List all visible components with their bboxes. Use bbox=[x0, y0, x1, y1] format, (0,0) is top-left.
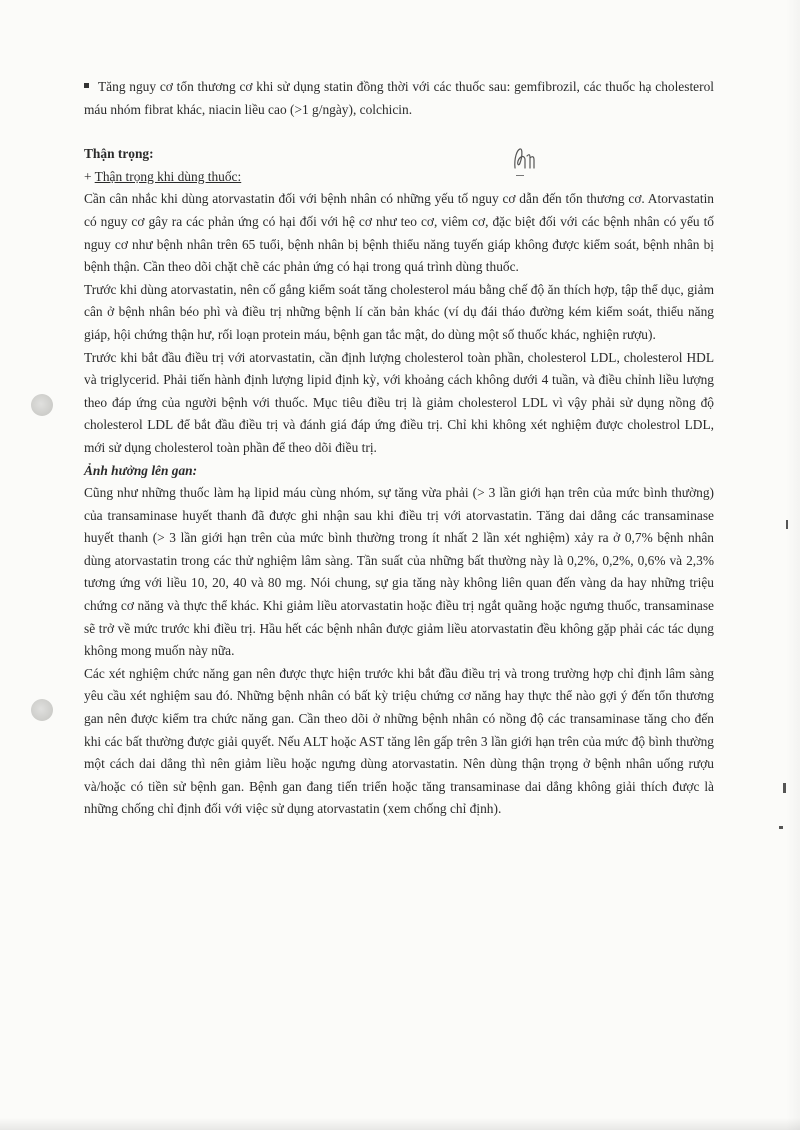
subheading bbox=[84, 166, 714, 189]
punch-hole bbox=[31, 699, 53, 721]
subheading-prefix: + bbox=[84, 168, 95, 184]
subheading-text: Thận trọng khi dùng thuốc: bbox=[94, 168, 242, 184]
paragraph: Trước khi dùng atorvastatin, nên cố gắng kiểm soát tăng cholesterol máu bằng chế độ ăn thích hợp, tập thể dục, giảm cân ở bệnh nhân béo phì và điều trị những bệnh lí căn bản khác (ví dụ đái tháo đường kém kiểm soát, thiểu năng giáp, hội chứng thận hư, rối loạn protein máu, bệnh gan tắc mật, do dùng một số thuốc khác, nghiện rượu). bbox=[84, 281, 714, 342]
paragraph: Trước khi bắt đầu điều trị với atorvastatin, cần định lượng cholesterol toàn phần, cholesterol LDL, cholesterol HDL và triglycerid. Phải tiến hành định lượng lipid định kỳ, với khoảng cách không dưới 4 tuần, và điều chỉnh liều lượng theo đáp ứng của người bệnh với thuốc. Mục tiêu điều trị là giảm cholesterol LDL vì vậy phải sử dụng nồng độ cholesterol LDL để bắt đầu điều trị và đánh giá đáp ứng điều trị. Chỉ khi không xét nghiệm được cholestrol LDL, mới sử dụng cholesterol toàn phần để theo dõi điều trị. bbox=[84, 349, 714, 455]
page-edge-shadow bbox=[0, 1118, 800, 1130]
punch-hole bbox=[31, 394, 53, 416]
bullet-text: Tăng nguy cơ tổn thương cơ khi sử dụng statin đồng thời với các thuốc sau: gemfibrozil, các thuốc hạ cholesterol máu nhóm fibrat khác, niacin liều cao (>1 g/ngày), colchicin. bbox=[84, 79, 714, 117]
scan-artifact bbox=[783, 783, 786, 793]
section-title: Thận trọng: bbox=[84, 146, 154, 162]
page-edge-shadow bbox=[786, 0, 800, 1130]
scan-artifact bbox=[779, 826, 783, 829]
paragraph: Cũng như những thuốc làm hạ lipid máu cùng nhóm, sự tăng vừa phải (> 3 lần giới hạn trên của mức bình thường) của transaminase huyết thanh đã được ghi nhận sau khi điều trị với atorvastatin. Tăng dai dẳng các transaminase huyết thanh (> 3 lần giới hạn trên của mức bình thường trong ít nhất 2 lần xét nghiệm) xảy ra ở 0,7% bệnh nhân dùng atorvastatin trong các thử nghiệm lâm sàng. Tần suất của những bất thường này là 0,2%, 0,2%, 0,6% và 2,3% tương ứng với liều 10, 20, 40 và 80 mg. Nói chung, sự gia tăng này không liên quan đến vàng da hay những triệu chứng cơ năng và thực thể khác. Khi giảm liều atorvastatin hoặc điều trị ngắt quãng hoặc ngưng thuốc, transaminase sẽ trở về mức trước khi điều trị. Hầu hết các bệnh nhân được giảm liều atorvastatin đều không gặp phải các tác dụng không mong muốn này nữa. bbox=[84, 485, 714, 659]
scan-artifact bbox=[786, 520, 788, 529]
paragraph: Cần cân nhắc khi dùng atorvastatin đối với bệnh nhân có những yếu tố nguy cơ dẫn đến tổn thương cơ. Atorvastatin có nguy cơ gây ra các phản ứng có hại đối với hệ cơ như teo cơ, viêm cơ, đặc biệt đối với các bệnh nhân có yếu tố nguy cơ như bệnh nhân trên 65 tuổi, bệnh nhân bị bệnh thiểu năng tuyến giáp không được kiểm soát, bệnh nhân bị bệnh thận. Cần theo dõi chặt chẽ các phản ứng có hại trong quá trình dùng thuốc. bbox=[84, 191, 714, 275]
bullet-icon bbox=[84, 83, 89, 88]
liver-section-title: Ảnh hưởng lên gan: bbox=[84, 462, 198, 478]
paragraph: Các xét nghiệm chức năng gan nên được thực hiện trước khi bắt đầu điều trị và trong trường hợp chỉ định lâm sàng yêu cầu xét nghiệm sau đó. Những bệnh nhân có bất kỳ triệu chứng cơ năng hay thực thể nào gợi ý đến tổn thương gan nên được kiểm tra chức năng gan. Cần theo dõi ở những bệnh nhân có nồng độ các transaminase tăng cho đến khi các bất thường được giải quyết. Nếu ALT hoặc AST tăng lên gấp trên 3 lần giới hạn trên của mức độ bình thường một cách dai dẳng thì nên giảm liều hoặc ngưng dùng atorvastatin. Nên dùng thận trọng ở bệnh nhân uống rượu và/hoặc có tiền sử bệnh gan. Bệnh gan đang tiến triển hoặc tăng transaminase dai dẳng không giải thích được là những chống chỉ định đối với việc sử dụng atorvastatin (xem chống chỉ định). bbox=[84, 665, 714, 817]
document-body bbox=[84, 76, 714, 821]
bullet-item bbox=[84, 76, 714, 121]
